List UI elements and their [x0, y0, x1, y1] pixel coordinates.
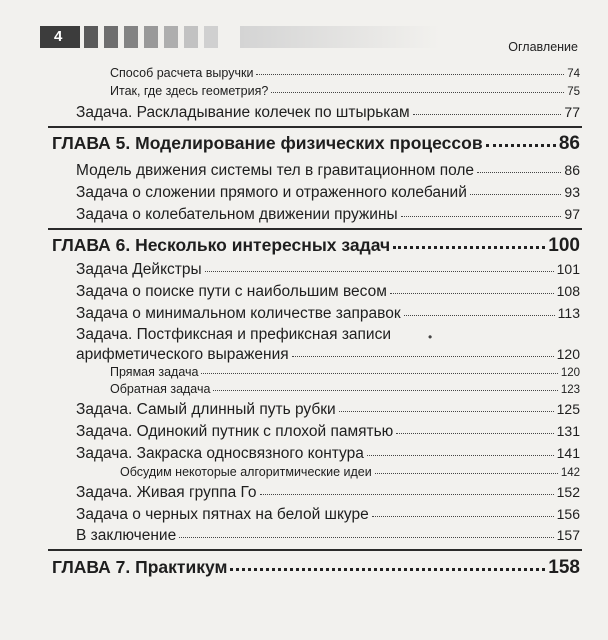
toc-entry	[76, 445, 580, 463]
chapter-divider	[48, 126, 582, 128]
toc-entry	[110, 365, 580, 379]
leader-dots	[271, 92, 564, 93]
toc-entry-page: 86	[564, 162, 580, 178]
toc-chapter-page: 158	[548, 557, 580, 578]
toc-entry-page: 77	[564, 104, 580, 120]
header-stripe	[184, 26, 198, 48]
toc-entry-page: 156	[556, 506, 580, 522]
toc-chapter-title: ГЛАВА 5. Моделирование физических процессов	[52, 133, 483, 153]
toc-entry-title: Обсудим некоторые алгоритмические идеи	[120, 465, 372, 479]
toc-entry-page: 152	[556, 484, 580, 500]
toc-entry-title: Задача. Самый длинный путь рубки	[76, 401, 336, 418]
toc-entry	[76, 346, 580, 364]
header-stripe	[144, 26, 158, 48]
toc-entry	[76, 104, 580, 122]
leader-dots	[396, 433, 553, 434]
toc-entry-title: Итак, где здесь геометрия?	[110, 84, 269, 98]
toc-entry-page: 74	[567, 68, 580, 80]
section-title: Оглавление	[508, 40, 578, 54]
leader-dots	[390, 293, 554, 294]
leader-dots	[179, 537, 553, 538]
toc-entry-title: Задача о колебательном движении пружины	[76, 206, 398, 223]
toc-entry	[76, 401, 580, 419]
toc-entry-title: Модель движения системы тел в гравитационном поле	[76, 162, 475, 179]
toc-entry-page: 108	[556, 283, 580, 299]
toc-chapter	[52, 235, 580, 257]
leader-dots	[339, 411, 554, 412]
leader-dots	[260, 494, 554, 495]
toc-chapter	[52, 557, 580, 579]
toc-entry-title-line1: Задача. Постфиксная и префиксная записи	[76, 326, 392, 343]
leader-dots	[256, 74, 564, 75]
toc-chapter-page: 86	[558, 133, 580, 154]
toc-entry	[76, 484, 580, 502]
header-fade	[240, 26, 440, 48]
toc-entry	[76, 261, 580, 279]
toc-entry-page: 113	[557, 305, 580, 321]
toc-entry-title: Задача. Раскладывание колечек по штырькам	[76, 104, 410, 121]
toc-entry-page: 97	[564, 206, 580, 222]
page-number: 4	[40, 26, 80, 48]
toc-entry-page: 131	[556, 423, 580, 439]
leader-dots	[470, 194, 562, 195]
toc-entry-title: Задача. Одинокий путник с плохой памятью	[76, 423, 394, 440]
toc-entry-page: 123	[560, 384, 580, 396]
toc-entry	[76, 283, 580, 301]
toc-entry	[110, 84, 580, 98]
leader-dots	[230, 568, 545, 571]
toc-entry-title: Обратная задача	[110, 382, 211, 396]
leader-dots	[292, 356, 554, 357]
toc-chapter	[52, 133, 580, 155]
toc-entry	[76, 162, 580, 180]
toc-entry-title: В заключение	[76, 527, 177, 544]
print-speck: •	[428, 330, 433, 344]
toc-entry-page: 125	[556, 401, 580, 417]
header-stripe	[84, 26, 98, 48]
toc-entry-page: 120	[556, 346, 580, 362]
toc-entry-title: Задача о сложении прямого и отраженного колебаний	[76, 184, 467, 201]
header-stripe	[164, 26, 178, 48]
toc-entry	[110, 382, 580, 396]
toc-entry	[76, 423, 580, 441]
toc-entry-title: Прямая задача	[110, 365, 199, 379]
toc-entry-title: Способ расчета выручки	[110, 66, 254, 80]
chapter-divider	[48, 549, 582, 551]
header-stripe	[124, 26, 138, 48]
toc-entry	[76, 206, 580, 224]
leader-dots	[401, 216, 562, 217]
toc-entry-title: арифметического выражения	[76, 346, 289, 363]
toc-chapter-page: 100	[548, 235, 580, 256]
toc-chapter-title: ГЛАВА 7. Практикум	[52, 557, 228, 577]
toc-entry-page: 93	[564, 184, 580, 200]
header-stripe	[204, 26, 218, 48]
toc-entry-page: 157	[556, 527, 580, 543]
toc-entry-page: 75	[567, 86, 580, 98]
leader-dots	[486, 144, 556, 147]
toc-entry-title: Задача о минимальном количестве заправок	[76, 305, 401, 322]
leader-dots	[375, 473, 558, 474]
leader-dots	[393, 246, 545, 249]
toc-entry-title: Задача о поиске пути с наибольшим весом	[76, 283, 387, 300]
toc-chapter-title: ГЛАВА 6. Несколько интересных задач	[52, 235, 391, 255]
toc-entry-title: Задача. Живая группа Го	[76, 484, 257, 501]
leader-dots	[404, 315, 555, 316]
toc-entry	[76, 506, 580, 524]
toc-entry-title: Задача. Закраска односвязного контура	[76, 445, 364, 462]
toc-entry-title: Задача о черных пятнах на белой шкуре	[76, 506, 369, 523]
header-stripe	[104, 26, 118, 48]
toc-entry-title: Задача Дейкстры	[76, 261, 202, 278]
toc-entry-page: 120	[560, 367, 580, 379]
toc-entry	[76, 184, 580, 202]
toc-entry	[76, 305, 580, 323]
leader-dots	[413, 114, 562, 115]
toc-entry	[120, 465, 580, 479]
leader-dots	[372, 516, 554, 517]
leader-dots	[205, 271, 554, 272]
leader-dots	[201, 373, 557, 374]
toc-entry-page: 141	[556, 445, 580, 461]
leader-dots	[477, 172, 561, 173]
toc-entry	[110, 66, 580, 80]
toc-entry-page: 142	[560, 467, 580, 479]
leader-dots	[367, 455, 554, 456]
header-stripes	[84, 26, 224, 48]
toc-entry-page: 101	[556, 261, 580, 277]
chapter-divider	[48, 228, 582, 230]
toc-entry	[76, 527, 580, 545]
leader-dots	[213, 390, 557, 391]
